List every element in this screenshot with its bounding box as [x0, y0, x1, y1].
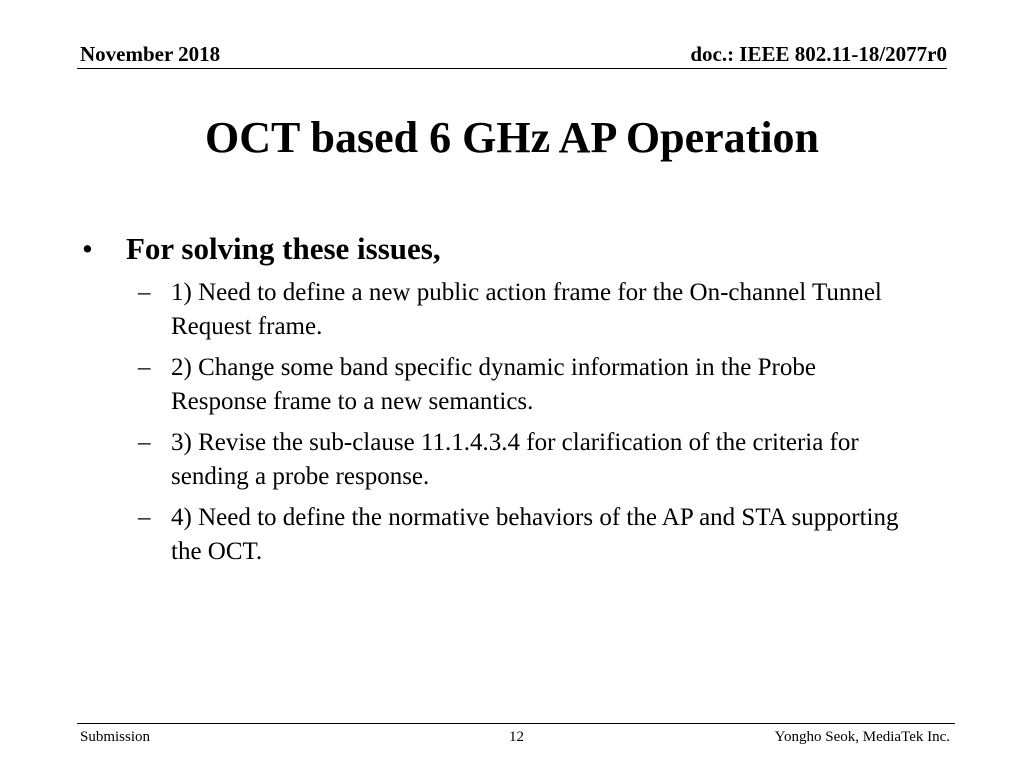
- sub-bullet-text: 1) Need to define a new public action frame for the On-channel Tunnel Request frame.: [171, 279, 882, 340]
- main-bullet-text: For solving these issues,: [126, 231, 441, 266]
- footer-author: Yongho Seok, MediaTek Inc.: [774, 729, 950, 745]
- slide-title: OCT based 6 GHz AP Operation: [204, 113, 820, 162]
- bullet-mark: •: [82, 231, 93, 266]
- header-divider: [77, 68, 947, 69]
- sub-bullet-text: 4) Need to define the normative behaviors of the AP and STA supporting the OCT.: [171, 504, 899, 565]
- dash-mark: –: [138, 429, 151, 456]
- footer-divider: [77, 723, 955, 724]
- sub-bullet-item: [82, 426, 916, 494]
- footer-submission: Submission: [80, 729, 151, 745]
- sub-bullet-text: 3) Revise the sub-clause 11.1.4.3.4 for clarification of the criteria for sending a probe response.: [171, 429, 859, 490]
- sub-bullet-list: [82, 276, 932, 569]
- sub-bullet-text: 2) Change some band specific dynamic information in the Probe Response frame to a new semantics.: [171, 354, 816, 415]
- dash-mark: –: [138, 279, 151, 306]
- sub-bullet-item: [82, 501, 916, 569]
- main-bullet: [82, 228, 932, 270]
- slide-content: [82, 228, 932, 576]
- dash-mark: –: [138, 504, 151, 531]
- header-date: November 2018: [80, 42, 221, 66]
- dash-mark: –: [138, 354, 151, 381]
- header-doc-id: doc.: IEEE 802.11-18/2077r0: [690, 42, 947, 66]
- page-number: 12: [509, 729, 524, 745]
- sub-bullet-item: [82, 351, 916, 419]
- sub-bullet-item: [82, 276, 916, 344]
